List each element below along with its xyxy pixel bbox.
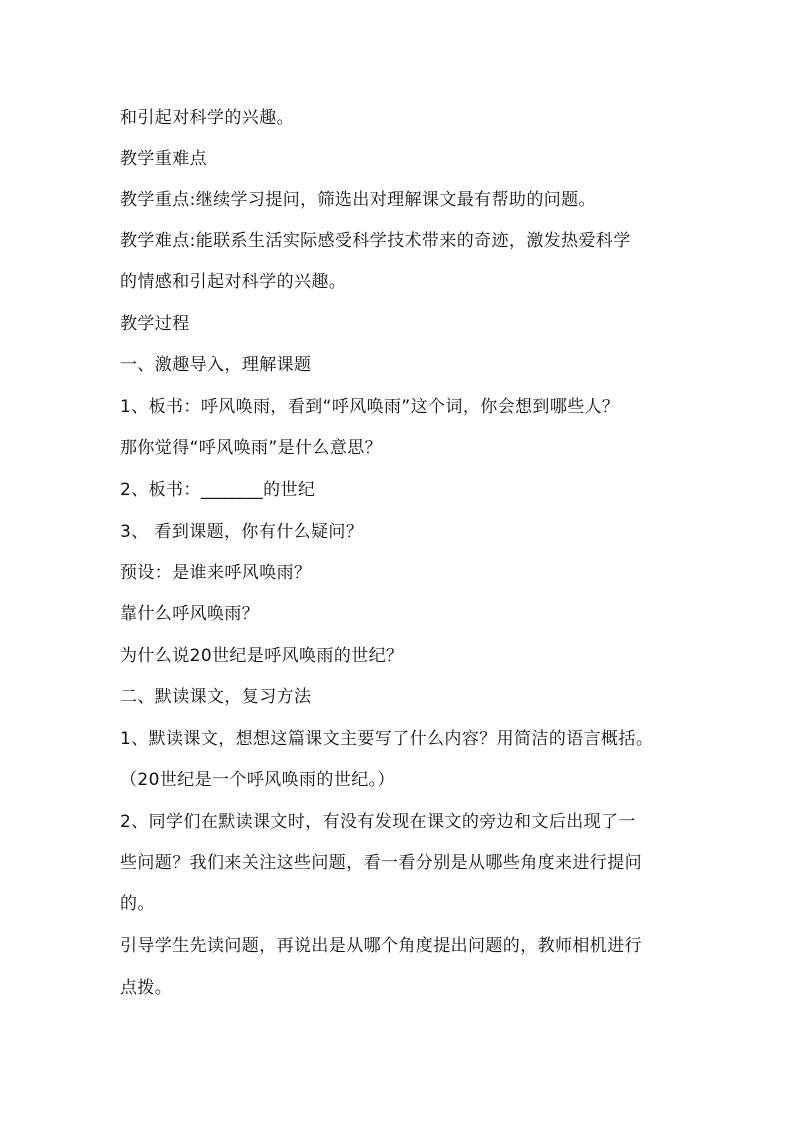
text-line: 靠什么呼风唤雨？: [120, 604, 260, 624]
text-line: 2、板书：_______的世纪: [120, 480, 316, 500]
text-line: 教学重点:继续学习提问，筛选出对理解课文最有帮助的问题。: [120, 190, 596, 210]
section-heading-process: 教学过程: [120, 314, 190, 334]
text-line: 2、同学们在默读课文时，有没有发现在课文的旁边和文后出现了一: [120, 812, 636, 832]
text-line: 3、 看到课题，你有什么疑问？: [120, 522, 364, 542]
text-line: 点拨。: [120, 978, 173, 998]
text-line: 和引起对科学的兴趣。: [120, 108, 294, 128]
text-line: 1、默读课文，想想这篇课文主要写了什么内容？用简洁的语言概括。: [120, 729, 654, 749]
text-line: 的情感和引起对科学的兴趣。: [120, 272, 347, 292]
text-line: 引导学生先读问题，再说出是从哪个角度提出问题的，教师相机进行: [120, 936, 642, 956]
section-heading-key-points: 教学重难点: [120, 149, 207, 169]
text-line: 那你觉得“呼风唤雨”是什么意思？: [120, 438, 383, 458]
text-line: 的。: [120, 894, 155, 914]
text-line: （20世纪是一个呼风唤雨的世纪。）: [120, 770, 395, 790]
subsection-heading-2: 二、默读课文，复习方法: [120, 687, 312, 707]
subsection-heading-1: 一、激趣导入，理解课题: [120, 355, 312, 375]
text-line: 些问题？我们来关注这些问题，看一看分别是从哪些角度来进行提问: [120, 853, 642, 873]
text-line: 教学难点:能联系生活实际感受科学技术带来的奇迹，激发热爱科学: [120, 231, 631, 251]
text-line: 为什么说20世纪是呼风唤雨的世纪？: [120, 646, 404, 666]
text-line: 1、板书：呼风唤雨，看到“呼风唤雨”这个词，你会想到哪些人？: [120, 397, 620, 417]
text-line: 预设：是谁来呼风唤雨？: [120, 563, 312, 583]
